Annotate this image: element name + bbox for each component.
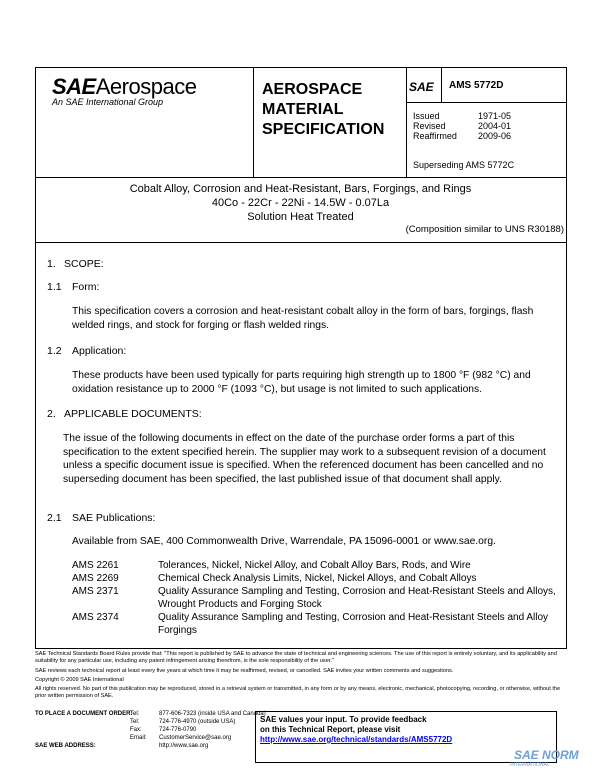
fax-label: Fax: bbox=[130, 727, 142, 733]
reference-title: Tolerances, Nickel, Nickel Alloy, and Cobalt Alloy Bars, Rods, and Wire bbox=[158, 560, 471, 571]
reference-id: AMS 2374 bbox=[72, 612, 119, 623]
fax-value: 724-776-0790 bbox=[159, 727, 197, 733]
tel-label: Tel: bbox=[130, 719, 140, 725]
issued-value: 1971-05 bbox=[478, 111, 512, 121]
reference-id: AMS 2269 bbox=[72, 573, 119, 584]
composition-note: (Composition similar to UNS R30188) bbox=[405, 224, 564, 235]
sae-mark: SAE bbox=[409, 80, 434, 94]
section-heading: APPLICABLE DOCUMENTS: bbox=[64, 408, 202, 420]
section-number: 1.2 bbox=[47, 345, 62, 357]
reference-title: Quality Assurance Sampling and Testing, Corrosion and Heat-Resistant Steels and Alloys, Wrought Products and Forging Stock bbox=[158, 586, 556, 610]
reaffirmed-value: 2009-06 bbox=[478, 131, 512, 141]
material-title: Cobalt Alloy, Corrosion and Heat-Resistant, Bars, Forgings, and Rings bbox=[129, 183, 472, 195]
sae-aerospace-logo: SAEAerospace bbox=[52, 74, 197, 99]
divider bbox=[406, 102, 566, 103]
footer-disclaimer: SAE Technical Standards Board Rules provide that: "This report is published by SAE to advance the state of technical and engineering sciences. The use of this report is entirely voluntary, and its applicability and suitability for any particular use, including any patent infringement arising therefrom, is the sole responsibility of the user." bbox=[35, 651, 557, 665]
revised-label: Revised bbox=[413, 121, 446, 131]
order-label: TO PLACE A DOCUMENT ORDER: bbox=[35, 711, 133, 717]
tel-value: 724-776-4970 (outside USA) bbox=[159, 719, 236, 725]
sae-norm-watermark: SAE NORM bbox=[514, 748, 579, 762]
section-heading: SAE Publications: bbox=[72, 512, 156, 524]
divider bbox=[35, 242, 566, 243]
section-heading: SCOPE: bbox=[64, 258, 104, 270]
paragraph: Available from SAE, 400 Commonwealth Drive, Warrendale, PA 15096-0001 or www.sae.org. bbox=[72, 536, 496, 547]
document-number: AMS 5772D bbox=[449, 80, 504, 91]
section-number: 2.1 bbox=[47, 512, 62, 524]
section-heading: Form: bbox=[72, 281, 100, 293]
reference-id: AMS 2371 bbox=[72, 586, 119, 597]
divider bbox=[441, 67, 442, 102]
section-heading: Application: bbox=[72, 345, 127, 357]
divider bbox=[35, 177, 566, 178]
reaffirmed-label: Reaffirmed bbox=[413, 131, 457, 141]
logo-subtitle: An SAE International Group bbox=[52, 97, 164, 107]
feedback-text: SAE values your input. To provide feedback bbox=[260, 715, 427, 724]
email-link[interactable]: CustomerService@sae.org bbox=[159, 735, 232, 741]
footer-copyright: Copyright © 2009 SAE International bbox=[35, 677, 124, 683]
feedback-link[interactable]: http://www.sae.org/technical/standards/AMS5772D bbox=[260, 735, 453, 744]
section-number: 1. bbox=[47, 258, 56, 270]
tel-value: 877-606-7323 (inside USA and Canada) bbox=[159, 711, 266, 717]
divider bbox=[406, 67, 407, 177]
material-condition: Solution Heat Treated bbox=[247, 211, 354, 223]
reference-id: AMS 2261 bbox=[72, 560, 119, 571]
document-type-title: AEROSPACE MATERIAL SPECIFICATION bbox=[262, 81, 385, 138]
issued-label: Issued bbox=[413, 111, 440, 121]
reference-title: Quality Assurance Sampling and Testing, Corrosion and Heat-Resistant Steels and Alloy Forgings bbox=[158, 612, 549, 636]
material-composition: 40Co - 22Cr - 22Ni - 14.5W - 0.07La bbox=[211, 197, 390, 209]
footer-rights: All rights reserved. No part of this publication may be reproduced, stored in a retrieval system or transmitted, in any form or by any means, electronic, mechanical, photocopying, recording, or otherwise, without the prior written permission of SAE. bbox=[35, 686, 561, 700]
paragraph: These products have been used typically for parts requiring high strength up to 1800 °F (982 °C) and oxidation resistance up to 2000 °F (1093 °C), but usage is not limited to such applications. bbox=[72, 370, 531, 395]
revised-value: 2004-01 bbox=[478, 121, 512, 131]
web-label: SAE WEB ADDRESS: bbox=[35, 743, 96, 749]
email-label: Email: bbox=[130, 735, 147, 741]
section-number: 1.1 bbox=[47, 281, 62, 293]
feedback-text: on this Technical Report, please visit bbox=[260, 725, 401, 734]
footer-review-note: SAE reviews each technical report at least every five years at which time it may be reaffirmed, revised, or cancelled. SAE invites your written comments and suggestions. bbox=[35, 668, 454, 674]
paragraph: The issue of the following documents in effect on the date of the purchase order forms a part of this specification to the extent specified herein. The supplier may work to a subsequent revision of a document unless a specific document issue is specified. When the referenced document has been cancelled and no superseding document has been specified, the last published issue of that document shall apply. bbox=[63, 433, 546, 485]
web-link[interactable]: http://www.sae.org bbox=[159, 743, 209, 749]
superseding-note: Superseding AMS 5772C bbox=[413, 160, 515, 170]
divider bbox=[253, 67, 254, 177]
reference-title: Chemical Check Analysis Limits, Nickel, Nickel Alloys, and Cobalt Alloys bbox=[158, 573, 477, 584]
watermark-subtext: INTERNATIONAL bbox=[510, 762, 550, 768]
paragraph: This specification covers a corrosion and heat-resistant cobalt alloy in the form of bars, forgings, flash welded rings, and stock for forging or flash welded rings. bbox=[72, 306, 534, 331]
tel-label: Tel: bbox=[130, 711, 140, 717]
section-number: 2. bbox=[47, 408, 56, 420]
